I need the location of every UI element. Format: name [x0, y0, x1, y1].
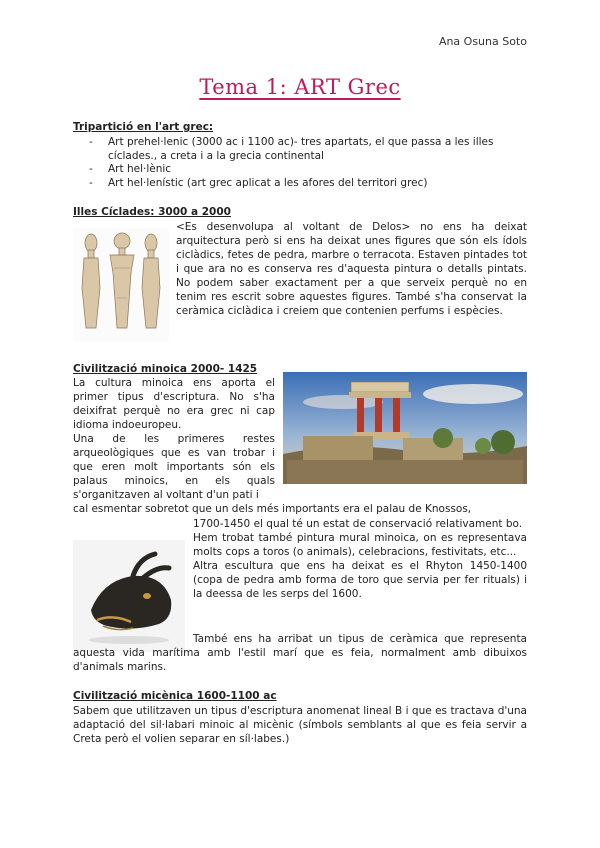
minoan-text-palaces: Una de les primeres restes arqueològiques que es van trobar i que eren molt importants són els palaus minoics, en els quals s'organitzaven al voltant d'un pati i — [73, 433, 275, 501]
list-item: - Art hel·lenístic (art grec aplicat a les afores del territori grec) — [89, 177, 529, 191]
cyclades-heading: Illes Cíclades: 3000 a 2000 — [73, 206, 231, 218]
list-item: - Art prehel·lenic (3000 ac i 1100 ac)- tres apartats, el que passa a les illes cíclades., a creta i a la grecia continental — [89, 136, 529, 163]
cycladic-idols-image — [73, 228, 169, 341]
cyclades-text: <Es desenvolupa al voltant de Delos> no ens ha deixat arquitectura però si ens ha deixat unes figures que són els ídols ciclàdics, fetes de pedra, marbre o terracota. Estaven pintades tot i que ara no es conserva res d'aquesta pintura o detalls pintats. No podem saber exactament per a que serveix perquè no en tenim res escrit sobre aquestes figures. També s'ha conservat la ceràmica ciclàdica i creiem que contenien perfums i espècies. — [176, 221, 527, 317]
minoan-text-ceramics: També ens ha arribat un tipus de ceràmica que representa aquesta vida marítima amb l'estil marí que es feia, normalment amb dibuixos d'animals marins. — [73, 633, 527, 673]
minoan-text-murals: Hem trobat també pintura mural minoica, on es representava molts cops a toros (o animals), celebracions, festivitats, etc... — [193, 532, 527, 558]
minoan-text-rhyton: Altra escultura que ens ha deixat es el Rhyton 1450-1400 (copa de pedra amb forma de toro que servia per fer rituals) i la deessa de les serps del 1600. — [193, 560, 527, 600]
minoan-text-writing: La cultura minoica ens aporta el primer tipus d'escriptura. No s'ha deixifrat perquè no era grec ni cap idioma indoeuropeu. — [73, 377, 275, 431]
minoan-right-column — [193, 517, 527, 601]
minoan-left-column — [73, 376, 275, 502]
author-name: Ana Osuna Soto — [438, 35, 527, 48]
tripartition-heading: Tripartició en l'art grec: — [73, 121, 214, 133]
tripartition-list — [89, 136, 529, 190]
page-title: Tema 1: ART Grec — [199, 75, 401, 99]
list-item: - Art hel·lènic — [89, 163, 529, 177]
minoan-text-knossos: cal esmentar sobretot que un dels més importants era el palau de Knossos, — [73, 503, 472, 515]
mycenaean-heading: Civilització micènica 1600-1100 ac — [73, 690, 277, 702]
knossos-palace-image — [283, 372, 527, 484]
minoan-heading: Civilització minoica 2000- 1425 — [73, 363, 258, 375]
mycenaean-text: Sabem que utilitzaven un tipus d'escriptura anomenat lineal B i que es tractava d'una adaptació del sil·labari minoic al micènic (símbols semblants al que es feia servir a Creta però el volien separar en síl·labes.) — [73, 705, 527, 745]
minoan-text-conservation: 1700-1450 el qual té un estat de conservació relativament bo. — [193, 518, 523, 530]
